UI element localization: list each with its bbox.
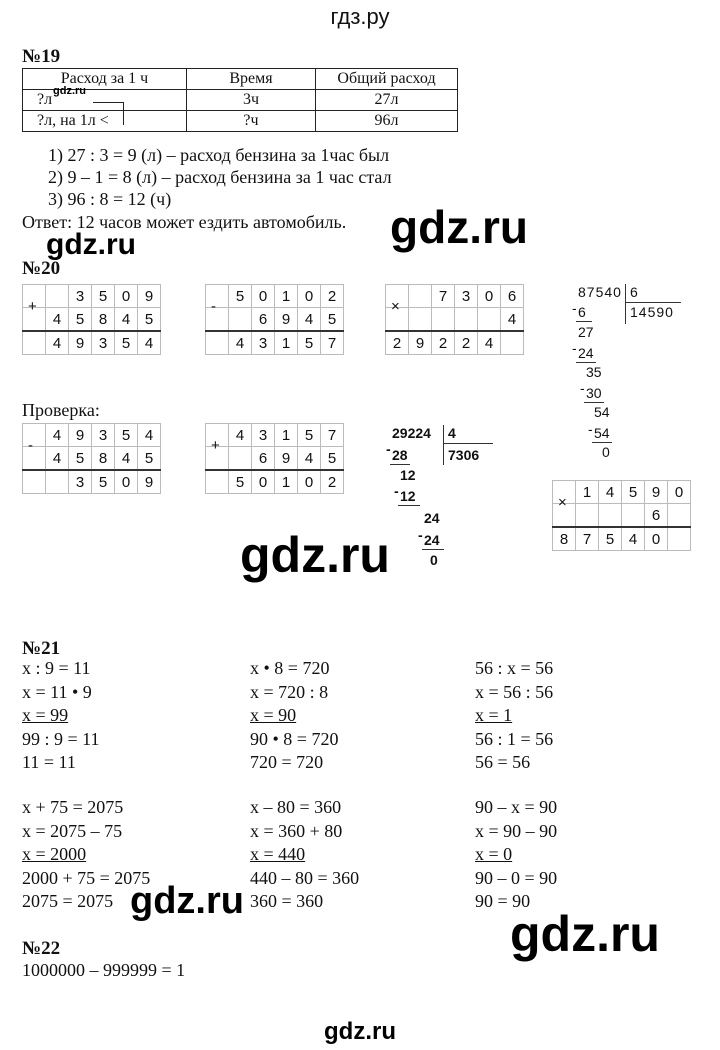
digit-cell: 5 (69, 447, 92, 471)
solution-line: x = 0 (475, 844, 513, 864)
digit-cell: 9 (69, 424, 92, 447)
solution-line: x = 440 (250, 844, 306, 864)
digit-cell: 0 (478, 285, 501, 308)
division-step: 54 (594, 425, 610, 441)
quotient: 7306 (448, 447, 480, 463)
digit-cell: 3 (92, 331, 115, 355)
check-addition-grid (205, 423, 344, 494)
equation-line: 2075 = 2075 (22, 891, 114, 911)
table-header: Расход за 1 ч (23, 69, 187, 90)
digit-cell (206, 470, 229, 494)
check-subtraction-grid (22, 423, 161, 494)
digit-cell: 7 (321, 424, 344, 447)
division-step: 54 (594, 404, 610, 420)
digit-cell: 5 (138, 308, 161, 332)
digit-cell: 0 (252, 285, 275, 308)
digit-cell: 2 (321, 285, 344, 308)
equation-line: 2000 + 75 = 2075 (22, 867, 151, 888)
digit-cell (668, 504, 691, 528)
digit-cell: 4 (138, 424, 161, 447)
digit-cell: 0 (668, 481, 691, 504)
division-step: 24 (424, 532, 440, 548)
step-line: 3) 96 : 8 = 12 (ч) (48, 189, 172, 209)
digit-cell: 4 (478, 331, 501, 355)
long-division-1: 87540 6 14590 - 6 27 - 24 35 - 30 54 - 54 0 (572, 284, 692, 464)
equation-line: 90 • 8 = 720 (250, 728, 339, 749)
watermark: gdz.ru (390, 201, 528, 253)
digit-cell: 7 (432, 285, 455, 308)
digit-cell: 4 (115, 447, 138, 471)
table-cell: 96л (316, 111, 458, 132)
operator-sign: - (28, 437, 33, 454)
digit-cell: 2 (386, 331, 409, 355)
digit-cell: 5 (229, 470, 252, 494)
digit-cell: 6 (252, 308, 275, 332)
equation-line: x – 80 = 360 (250, 797, 342, 817)
equation-line: x = 11 • 9 (22, 681, 92, 702)
division-step: 28 (392, 447, 408, 463)
check-label: Проверка: (22, 400, 100, 420)
digit-cell: 5 (622, 481, 645, 504)
digit-cell (576, 504, 599, 528)
step-line: 2) 9 – 1 = 8 (л) – расход бензина за 1 час стал (48, 167, 392, 187)
digit-cell (409, 308, 432, 332)
digit-cell: 3 (92, 424, 115, 447)
digit-cell (599, 504, 622, 528)
digit-cell: 9 (275, 308, 298, 332)
digit-cell (668, 527, 691, 551)
digit-cell: 1 (275, 285, 298, 308)
digit-cell: 4 (46, 331, 69, 355)
task20-number: №20 (22, 258, 61, 279)
digit-cell: 0 (252, 470, 275, 494)
table-cell: 3ч (187, 90, 316, 111)
digit-cell (206, 308, 229, 332)
digit-cell: 3 (252, 331, 275, 355)
digit-cell (23, 447, 46, 471)
table-cell: 27л (316, 90, 458, 111)
digit-cell: 8 (553, 527, 576, 551)
digit-cell: 1 (275, 331, 298, 355)
digit-cell: 9 (138, 285, 161, 308)
digit-cell: 1 (275, 470, 298, 494)
equation-line: 90 – 0 = 90 (475, 867, 558, 888)
division-step: 0 (430, 552, 438, 568)
division-step: 24 (424, 510, 440, 526)
digit-cell (23, 470, 46, 494)
digit-cell: 1 (275, 424, 298, 447)
addition-grid (22, 284, 161, 355)
digit-cell: 5 (599, 527, 622, 551)
digit-cell: 5 (138, 447, 161, 471)
digit-cell: 4 (501, 308, 524, 332)
digit-cell (229, 308, 252, 332)
equation-line: x : 9 = 11 (22, 658, 91, 678)
task21-number: №21 (22, 638, 61, 659)
digit-cell: 4 (138, 331, 161, 355)
digit-cell: 2 (321, 470, 344, 494)
multiplication-grid (385, 284, 524, 355)
digit-cell: 5 (69, 308, 92, 332)
table-cell: ?л, на 1л < (23, 111, 187, 132)
operator-sign: - (211, 298, 216, 315)
watermark: gdz.ru (510, 906, 660, 962)
digit-cell (46, 470, 69, 494)
task22-number: №22 (22, 938, 61, 959)
equation-line: 11 = 11 (22, 752, 76, 772)
equation-line: x = 2075 – 75 (22, 820, 123, 841)
digit-cell: 7 (321, 331, 344, 355)
watermark: gdz.ru (130, 880, 244, 922)
digit-cell: 7 (576, 527, 599, 551)
digit-cell: 8 (92, 308, 115, 332)
task19-table (22, 68, 458, 132)
digit-cell: 3 (455, 285, 478, 308)
divisor: 6 (630, 284, 638, 300)
subtraction-grid (205, 284, 344, 355)
digit-cell: 0 (298, 285, 321, 308)
division-step: 35 (586, 364, 602, 380)
solution-line: x = 90 (250, 705, 297, 725)
arrow-bracket-icon (93, 102, 124, 125)
digit-cell: 6 (645, 504, 668, 528)
digit-cell (409, 285, 432, 308)
digit-cell (23, 424, 46, 447)
equation-line: x + 75 = 2075 (22, 797, 124, 817)
digit-cell: 3 (69, 470, 92, 494)
digit-cell: 4 (229, 331, 252, 355)
digit-cell: 9 (645, 481, 668, 504)
task19-number: №19 (22, 46, 61, 67)
digit-cell: 5 (92, 470, 115, 494)
digit-cell: 4 (229, 424, 252, 447)
digit-cell: 2 (455, 331, 478, 355)
digit-cell: 5 (115, 424, 138, 447)
digit-cell: 8 (92, 447, 115, 471)
equation-line: 90 = 90 (475, 891, 531, 911)
table-cell: ?ч (187, 111, 316, 132)
operator-sign: × (558, 494, 567, 511)
equation-line: 56 = 56 (475, 752, 531, 772)
watermark: gdz.ru (240, 527, 390, 583)
solution-line: x = 1 (475, 705, 513, 725)
equation-line: x = 90 – 90 (475, 820, 558, 841)
step-line: 1) 27 : 3 = 9 (л) – расход бензина за 1час был (48, 145, 390, 165)
operator-sign: × (391, 298, 400, 315)
digit-cell (46, 285, 69, 308)
digit-cell: 4 (298, 447, 321, 471)
digit-cell: 5 (229, 285, 252, 308)
solution-line: x = 99 (22, 705, 69, 725)
digit-cell (206, 331, 229, 355)
digit-cell: 4 (599, 481, 622, 504)
division-step: 12 (400, 467, 416, 483)
digit-cell: 5 (298, 424, 321, 447)
digit-cell (229, 447, 252, 471)
watermark: gdz.ru (46, 228, 136, 261)
digit-cell: 5 (321, 447, 344, 471)
division-step: 24 (578, 345, 594, 361)
digit-cell: 0 (115, 285, 138, 308)
digit-cell (23, 331, 46, 355)
digit-cell (432, 308, 455, 332)
watermark-small: gdz.ru (53, 85, 86, 97)
equation-line: x • 8 = 720 (250, 658, 330, 678)
division-step: 12 (400, 488, 416, 504)
digit-cell: 4 (46, 447, 69, 471)
task22-line: 1000000 – 999999 = 1 (22, 960, 186, 980)
digit-cell: 9 (409, 331, 432, 355)
equation-line: 360 = 360 (250, 891, 324, 911)
digit-cell: 9 (275, 447, 298, 471)
quotient: 14590 (630, 304, 674, 320)
equation-line: 440 – 80 = 360 (250, 867, 360, 888)
check-multiplication-grid (552, 480, 691, 551)
digit-cell: 6 (252, 447, 275, 471)
equation-line: 720 = 720 (250, 752, 324, 772)
solution-line: x = 2000 (22, 844, 87, 864)
digit-cell: 9 (69, 331, 92, 355)
table-header: Время (187, 69, 316, 90)
division-step: 30 (586, 385, 602, 401)
dividend: 29224 (392, 425, 431, 441)
digit-cell: 2 (432, 331, 455, 355)
answer-line: Ответ: 12 часов может ездить автомобиль. (22, 212, 347, 232)
digit-cell: 4 (298, 308, 321, 332)
digit-cell (478, 308, 501, 332)
digit-cell: 5 (92, 285, 115, 308)
digit-cell (622, 504, 645, 528)
digit-cell: 0 (115, 470, 138, 494)
equation-line: x = 56 : 56 (475, 681, 554, 702)
digit-cell: 5 (298, 331, 321, 355)
division-step: 6 (578, 304, 586, 320)
table-cell: ?л gdz.ru (23, 90, 187, 111)
equation-line: 90 – x = 90 (475, 797, 558, 817)
operator-sign: + (211, 437, 220, 454)
operator-sign: + (28, 298, 37, 315)
digit-cell: 4 (115, 308, 138, 332)
long-division-2: 29224 4 7306 - 28 12 - 12 24 - 24 0 (386, 425, 506, 575)
digit-cell: 4 (46, 308, 69, 332)
digit-cell: 5 (321, 308, 344, 332)
digit-cell: 3 (252, 424, 275, 447)
watermark: gdz.ru (324, 1018, 396, 1045)
divisor: 4 (448, 425, 456, 441)
equation-line: 99 : 9 = 11 (22, 728, 100, 749)
digit-cell (455, 308, 478, 332)
equation-line: 56 : 1 = 56 (475, 728, 554, 749)
digit-cell: 9 (138, 470, 161, 494)
equation-line: 56 : x = 56 (475, 658, 554, 678)
digit-cell: 3 (69, 285, 92, 308)
digit-cell: 0 (645, 527, 668, 551)
dividend: 87540 (578, 284, 622, 300)
digit-cell: 0 (298, 470, 321, 494)
equation-line: x = 360 + 80 (250, 820, 343, 841)
table-header: Общий расход (316, 69, 458, 90)
digit-cell: 1 (576, 481, 599, 504)
division-step: 0 (602, 444, 610, 460)
digit-cell: 4 (46, 424, 69, 447)
digit-cell: 5 (115, 331, 138, 355)
digit-cell (501, 331, 524, 355)
digit-cell: 4 (622, 527, 645, 551)
digit-cell (206, 285, 229, 308)
digit-cell: 6 (501, 285, 524, 308)
equation-line: x = 720 : 8 (250, 681, 329, 702)
site-header[interactable]: гдз.ру (330, 4, 390, 29)
division-step: 27 (578, 324, 594, 340)
